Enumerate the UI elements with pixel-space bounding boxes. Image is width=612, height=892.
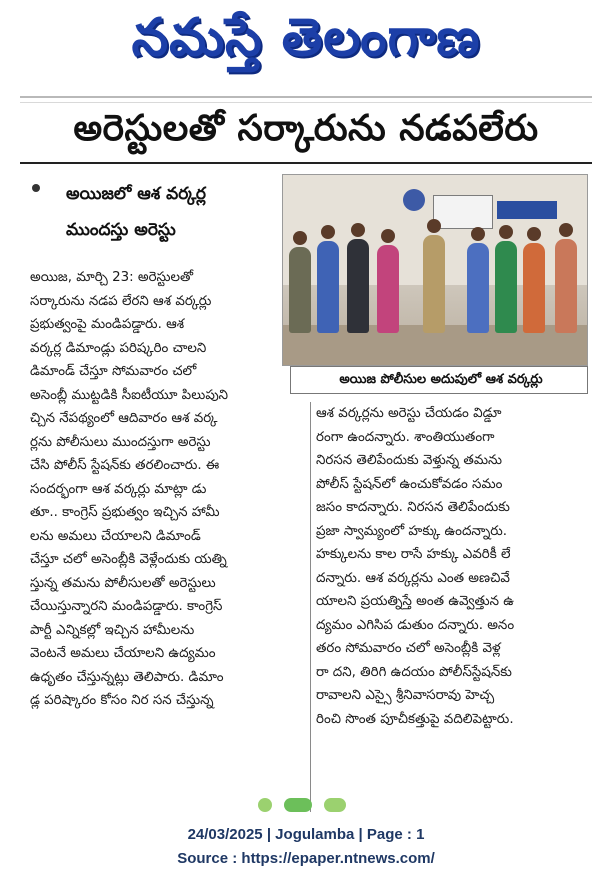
person-head: [381, 229, 395, 243]
article-line: దన్నారు. ఆశ వర్కర్లను ఎంత అణచివే: [316, 570, 510, 586]
subheadline-line: ముందస్తు అరెస్టు: [66, 220, 176, 240]
photo-person: [423, 235, 445, 333]
article-line: చ్చిన నేపథ్యంలో ఆదివారం ఆశ వర్క: [30, 411, 218, 426]
fragment-shape: [324, 798, 346, 812]
article-line: ద్యమం ఎగిసిప డుతుం దన్నారు. అనం: [316, 617, 515, 633]
person-head: [527, 227, 541, 241]
footer-date-line: 24/03/2025 | Jogulamba | Page : 1: [187, 826, 425, 843]
article-line: అసెంబ్లీ ముట్టడికి సీఐటీయూ పిలుపుని: [30, 387, 229, 403]
fragment-shape: [258, 798, 272, 812]
article-subheadline: [32, 176, 282, 248]
article-line: చేసి పోలీస్ స్టేషన్‌కు తరలించారు. ఈ: [30, 458, 220, 473]
article-line: యాలని ప్రయత్నిస్తే అంత ఉవ్వెత్తున ఉ: [316, 594, 514, 609]
article-line: పార్టీ ఎన్నికల్లో ఇచ్చిన హామీలను: [30, 622, 195, 638]
article-line: తరం సోమవారం చలో అసెంబ్లీకి వెళ్ల: [316, 641, 501, 656]
article-line: ప్రభుత్వంపై మండిపడ్డారు. ఆశ: [30, 317, 185, 332]
person-head: [427, 219, 441, 233]
masthead: [0, 0, 612, 98]
article-line: ర్లను పోలీసులు ముందస్తుగా అరెస్టు: [30, 434, 211, 450]
article-headline: అరెస్టులతో సర్కారును నడపలేరు: [73, 108, 539, 149]
photo-person: [347, 239, 369, 333]
article-column-left: [30, 266, 305, 713]
article-line: రంగా ఉందన్నారు. శాంతియుతంగా: [316, 429, 495, 445]
subheadline-line: అయిజలో ఆశ వర్కర్ల: [66, 184, 206, 204]
article-line: డిమాండ్ చేస్తూ సోమవారం చలో: [30, 364, 197, 379]
person-head: [559, 223, 573, 237]
photo-person: [555, 239, 577, 333]
newspaper-logo: నమస్తే తెలంగాణ: [131, 8, 481, 68]
article-line: పోలీస్ స్టేషన్‌లో ఉంచుకోవడం సమం: [316, 476, 503, 492]
next-article-fragment: [258, 798, 354, 812]
article-line: రా దని, తిరిగి ఉదయం పోలీస్‌స్టేషన్‌కు: [316, 664, 512, 680]
article-line: చేయిస్తున్నారని మండిపడ్డారు. కాంగ్రెస్: [30, 599, 223, 614]
article-line: డ్ల పరిష్కారం కోసం నిర సన చేస్తున్న: [30, 693, 214, 708]
masthead-rule-thin: [20, 102, 592, 103]
photo-signboard: [497, 201, 557, 219]
photo-person: [467, 243, 489, 333]
police-emblem-icon: [403, 189, 425, 211]
article-line: సందర్భంగా ఆశ వర్కర్లు మాట్లా డు: [30, 481, 207, 497]
article-line: తూ.. కాంగ్రెస్ ప్రభుత్వం ఇచ్చిన హామీ: [30, 505, 220, 520]
article-line: అయిజ, మార్చి 23: అరెస్టులతో: [30, 270, 194, 285]
photo-person: [317, 241, 339, 333]
article-line: సర్కారును నడప లేరని ఆశ వర్కర్లు: [30, 293, 212, 309]
article-line: ప్రజా స్వామ్యంలో హక్కు ఉందన్నారు.: [316, 523, 508, 539]
article-line: ఆశ వర్కర్లను అరెస్టు చేయడం విడ్డూ: [316, 406, 502, 421]
photo-person: [495, 241, 517, 333]
person-head: [351, 223, 365, 237]
photo-notice-board: [433, 195, 493, 229]
person-head: [499, 225, 513, 239]
bullet-icon: [32, 184, 40, 192]
article-photo: [282, 174, 588, 366]
article-line: స్తున్న తమను పోలీసులతో అరెస్టులు: [30, 575, 216, 591]
article-line: వెంటనే అమలు చేయాలని ఉద్యమం: [30, 646, 216, 661]
person-head: [471, 227, 485, 241]
article-line: రించి సొంత పూచీకత్తుపై వదిలిపెట్టారు.: [316, 711, 514, 727]
photo-person: [523, 243, 545, 333]
article-line: ఉధృతం చేస్తున్నట్లు తెలిపారు. డిమాం: [30, 669, 224, 685]
person-head: [321, 225, 335, 239]
article-line: లను అమలు చేయాలని డిమాండ్: [30, 528, 201, 544]
photo-person: [377, 245, 399, 333]
article-line: హక్కులను కాల రాసే హక్కు ఎవరికీ లే: [316, 547, 511, 562]
photo-caption: అయిజ పోలీసుల అదుపులో ఆశ వర్కర్లు: [339, 372, 543, 387]
fragment-shape: [284, 798, 312, 812]
article-line: జసం కాదన్నారు. నిరసన తెలిపేందుకు: [316, 500, 510, 515]
person-head: [293, 231, 307, 245]
article-line: రావాలని ఎస్సై శ్రీనివాసరావు హెచ్చ: [316, 688, 495, 703]
masthead-rule: [20, 96, 592, 98]
article-column-right: [316, 402, 592, 731]
article-line: చేస్తూ చలో అసెంబ్లీకి వెళ్లేందుకు యత్ని: [30, 552, 227, 567]
article-line: వర్కర్ల డిమాండ్లు పరిష్కరిం చాలని: [30, 340, 207, 356]
headline-rule: [20, 162, 592, 164]
footer-source-line: Source : https://epaper.ntnews.com/: [177, 850, 435, 867]
column-divider: [310, 402, 311, 812]
article-line: నిరసన తెలిపేందుకు వెళ్తున్న తమను: [316, 453, 503, 468]
